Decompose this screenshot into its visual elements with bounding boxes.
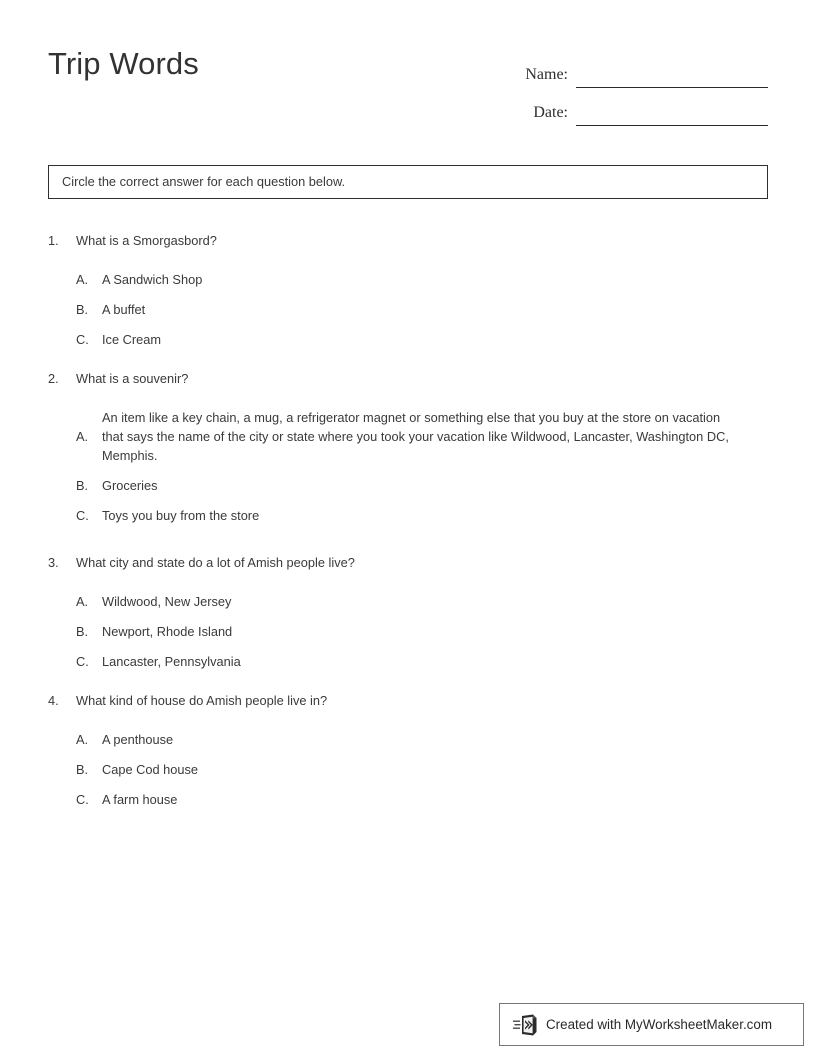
option-row[interactable]	[48, 652, 768, 671]
option-list	[48, 592, 768, 671]
question-row	[48, 231, 768, 250]
question-text: What city and state do a lot of Amish people live?	[76, 555, 355, 570]
option-row[interactable]	[48, 330, 768, 349]
option-letter: B.	[76, 762, 89, 777]
option-letter: A.	[76, 594, 89, 609]
name-row	[512, 50, 768, 88]
question-text: What is a souvenir?	[76, 371, 189, 386]
question-row	[48, 691, 768, 710]
option-row[interactable]	[48, 760, 768, 779]
question-row	[48, 553, 768, 572]
date-row	[512, 88, 768, 126]
option-text: An item like a key chain, a mug, a refrigerator magnet or something else that you buy at the store on vacation that says the name of the city or state where you took your vacation like Wildwood, Lancaster, Washington DC, Memphis.	[102, 410, 729, 463]
question-number: 4.	[48, 693, 59, 708]
option-letter: B.	[76, 302, 89, 317]
page-title: Trip Words	[48, 46, 199, 81]
name-input-line[interactable]	[576, 67, 768, 88]
option-letter: B.	[76, 478, 89, 493]
winged-page-logo-icon	[513, 1013, 539, 1037]
option-row[interactable]	[48, 730, 768, 749]
date-label: Date:	[533, 104, 568, 121]
option-row[interactable]	[48, 300, 768, 319]
question-block	[48, 553, 768, 671]
questions-list	[48, 231, 768, 829]
option-text: A penthouse	[102, 732, 174, 747]
option-letter: A.	[76, 272, 89, 287]
question-number: 1.	[48, 233, 59, 248]
option-text: Wildwood, New Jersey	[102, 594, 232, 609]
option-letter: B.	[76, 624, 89, 639]
option-letter: C.	[76, 508, 89, 523]
name-label: Name:	[525, 66, 568, 83]
question-block	[48, 231, 768, 349]
question-block	[48, 691, 768, 809]
option-row[interactable]	[48, 270, 768, 289]
question-text: What kind of house do Amish people live in?	[76, 693, 328, 708]
option-text: Lancaster, Pennsylvania	[102, 654, 241, 669]
question-number: 3.	[48, 555, 59, 570]
option-text: A farm house	[102, 792, 178, 807]
option-text: A buffet	[102, 302, 146, 317]
option-list	[48, 270, 768, 349]
question-row	[48, 369, 768, 388]
question-text: What is a Smorgasbord?	[76, 233, 217, 248]
worksheet-header	[48, 44, 768, 124]
option-list	[48, 730, 768, 809]
option-row[interactable]	[48, 408, 768, 465]
option-row[interactable]	[48, 506, 768, 525]
instruction-box	[48, 165, 768, 199]
question-number: 2.	[48, 371, 59, 386]
instruction-text: Circle the correct answer for each question below.	[62, 174, 346, 189]
option-text: Groceries	[102, 478, 158, 493]
option-letter: C.	[76, 654, 89, 669]
option-text: Newport, Rhode Island	[102, 624, 233, 639]
created-with-badge[interactable]	[499, 1003, 804, 1046]
option-row[interactable]	[48, 790, 768, 809]
option-letter: A.	[76, 732, 89, 747]
created-with-label: Created with MyWorksheetMaker.com	[546, 1016, 772, 1032]
option-row[interactable]	[48, 592, 768, 611]
option-text: Cape Cod house	[102, 762, 199, 777]
option-list	[48, 408, 768, 525]
question-block	[48, 369, 768, 525]
option-letter: C.	[76, 792, 89, 807]
option-letter: A.	[76, 429, 89, 444]
date-input-line[interactable]	[576, 105, 768, 126]
name-date-group	[512, 50, 768, 126]
option-text: A Sandwich Shop	[102, 272, 203, 287]
option-text: Ice Cream	[102, 332, 162, 347]
option-row[interactable]	[48, 476, 768, 495]
option-letter: C.	[76, 332, 89, 347]
option-row[interactable]	[48, 622, 768, 641]
option-text: Toys you buy from the store	[102, 508, 260, 523]
